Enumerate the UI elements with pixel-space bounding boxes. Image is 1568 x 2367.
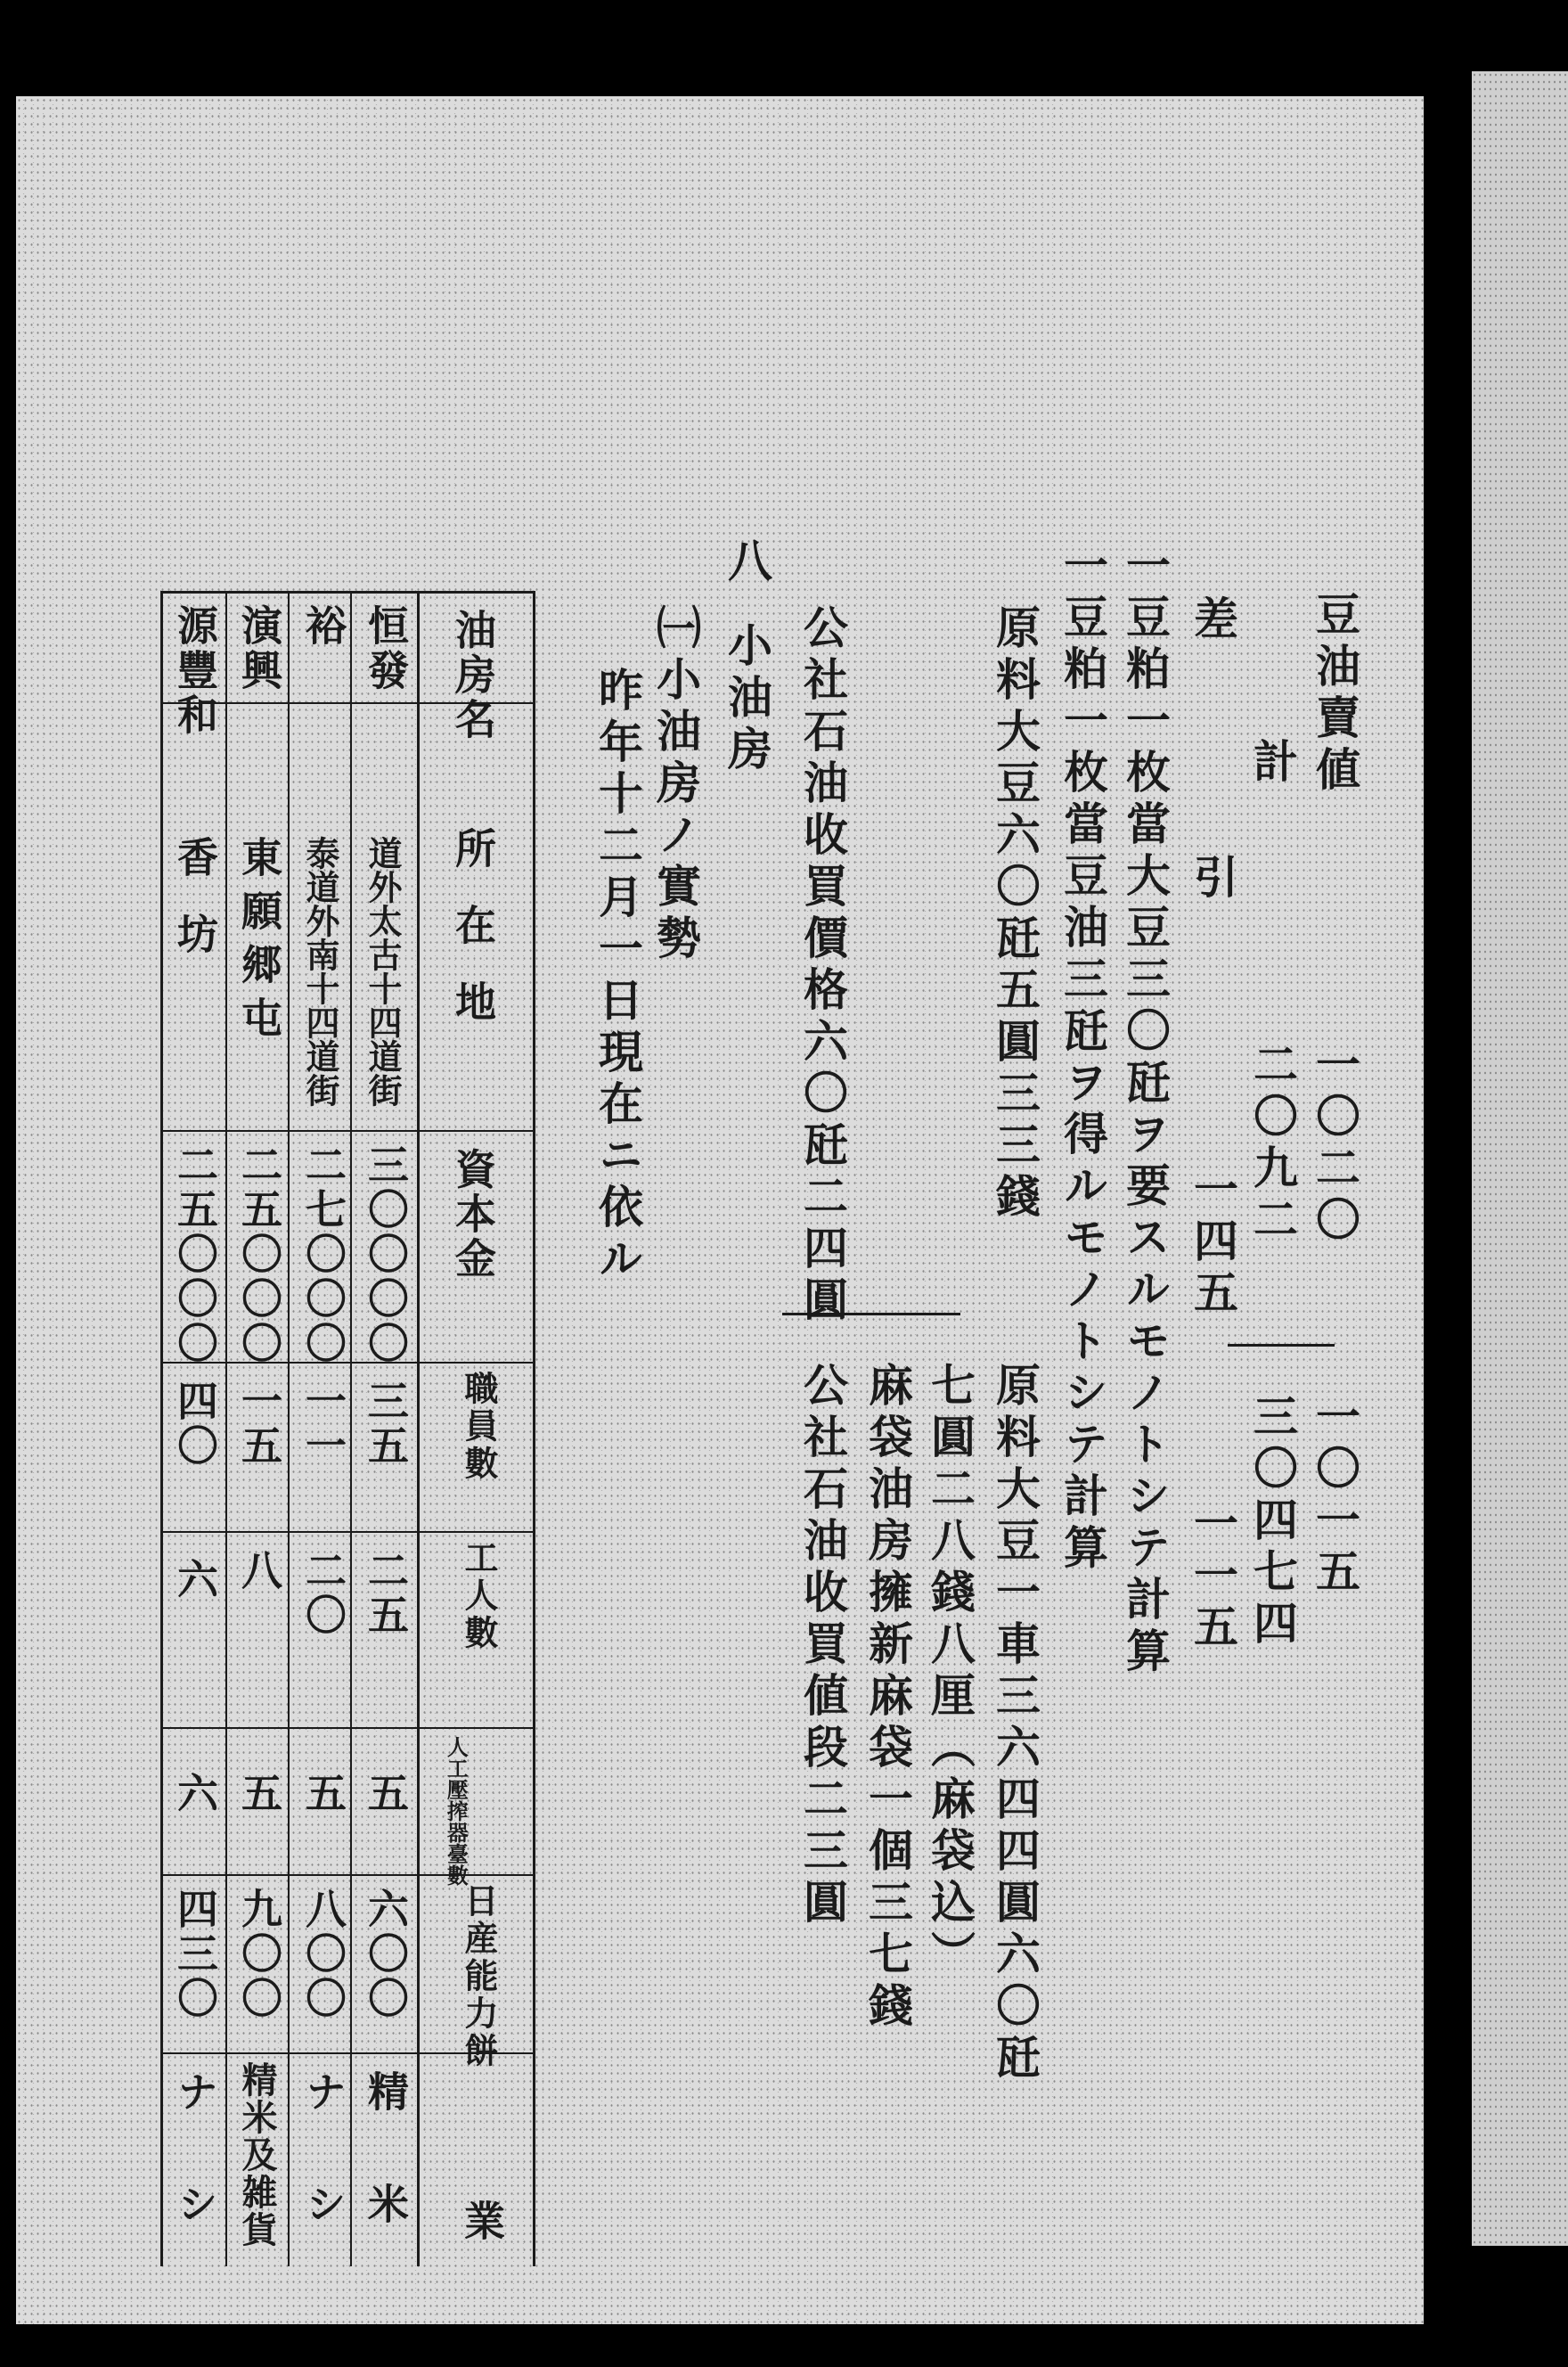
section-number: 八 [721, 537, 773, 589]
table-cell-workers: 八 [235, 1549, 283, 1593]
table-cell-name: 裕 [299, 604, 347, 649]
table-rule-v3 [350, 591, 352, 2266]
header-business: 業 [458, 2199, 506, 2244]
table-cell-location: 道外太古十四道街 [363, 836, 403, 1107]
note-price-with-bags: 七圓二八錢八厘（麻袋込） [924, 1362, 976, 1982]
header-location: 所在地 [449, 827, 497, 1057]
header-staff: 職員數 [459, 1371, 499, 1483]
note-oil-purchase-price-b: 公社石油收買値段二三圓 [796, 1362, 849, 1930]
label-total: 計 [1246, 738, 1299, 790]
table-rule-h1 [160, 1130, 535, 1132]
table-rule-h5 [160, 1874, 535, 1876]
table-rule-h4 [160, 1727, 535, 1729]
table-cell-capital: 二五〇〇〇 [235, 1143, 283, 1366]
section-title: 小油房 [721, 622, 773, 777]
table-cell-name: 恒發 [362, 604, 410, 693]
note-raw-soy-price-b: 原料大豆一車三六四四圓六〇瓩 [989, 1362, 1041, 2085]
table-cell-staff: 四〇 [171, 1380, 219, 1469]
table-cell-staff: 一五 [235, 1380, 283, 1469]
table-cell-presses: 五 [362, 1772, 410, 1816]
table-rule-v4 [417, 591, 420, 2266]
table-cell-capacity: 八〇〇 [299, 1888, 347, 2021]
table-cell-presses: 五 [299, 1772, 347, 1816]
note-bean-cake-soy: 一豆粕一枚當大豆三〇瓩ヲ要スルモノトシテ計算 [1119, 542, 1172, 1679]
note-oil-purchase-price-a: 公社石油收買價格六〇瓩二四圓 [796, 604, 849, 1328]
table-cell-capacity: 四三〇 [171, 1888, 219, 2021]
table-rule-right [533, 591, 535, 2266]
header-capital: 資本金 [449, 1148, 497, 1282]
note-gunny-bag: 麻袋油房擁新麻袋一個三七錢 [862, 1362, 914, 2034]
header-capacity: 日産能力餅 [459, 1883, 499, 2070]
table-cell-workers: 二五 [362, 1549, 410, 1638]
total-soy-oil-price: 一〇一五 [1309, 1393, 1361, 1600]
text-column-soy-oil-price: 豆油賣値 [1309, 591, 1361, 798]
total-total: 三〇四七四 [1246, 1393, 1299, 1651]
table-cell-business: ナシ [299, 2070, 347, 2295]
table-cell-presses: 五 [235, 1772, 283, 1816]
table-rule-left [160, 591, 163, 2266]
table-top-rule [160, 591, 535, 594]
table-cell-capacity: 九〇〇 [235, 1888, 283, 2021]
table-cell-staff: 三五 [362, 1380, 410, 1469]
sum-rule-1 [1228, 1344, 1335, 1347]
header-workers: 工人數 [459, 1540, 499, 1652]
table-cell-presses: 六 [171, 1772, 219, 1816]
value-soy-oil-price: 一〇二〇 [1309, 1041, 1361, 1248]
table-cell-location: 泰道外南十四道街 [300, 836, 340, 1107]
table-rule-h3 [160, 1531, 535, 1533]
table-cell-business: 精米 [362, 2070, 410, 2295]
table-cell-name: 演興 [235, 604, 283, 693]
table-rule-v1 [225, 591, 227, 2266]
table-cell-location: 香坊 [171, 836, 219, 989]
note-bean-cake-oil: 一豆粕一枚當豆油三瓩ヲ得ルモノトシテ計算 [1057, 542, 1109, 1576]
header-mill-name: 油房名 [449, 609, 497, 742]
header-presses: 人工壓搾器臺數 [443, 1736, 470, 1886]
label-difference: 差引 [1187, 595, 1239, 1112]
table-rule-v2 [288, 591, 290, 2266]
table-cell-name: 源豐和 [171, 604, 219, 738]
table-cell-business: 精米及雑貨 [236, 2061, 278, 2248]
table-cell-location: 東願郷屯 [235, 836, 283, 1050]
sub-note: 昨年十二月一日現在ニ依ル [592, 667, 644, 1287]
value-total: 二〇九二 [1246, 1041, 1299, 1248]
table-cell-business: ナシ [171, 2070, 219, 2295]
table-cell-workers: 六 [171, 1558, 219, 1602]
table-cell-capital: 三〇〇〇〇 [362, 1143, 410, 1366]
table-cell-capital: 二七〇〇〇 [299, 1143, 347, 1366]
adjacent-page-edge [1472, 71, 1568, 2246]
note-raw-soy-price-a: 原料大豆六〇瓩五圓三三錢 [989, 604, 1041, 1224]
table-cell-staff: 一一 [299, 1380, 347, 1469]
scanned-page [16, 96, 1424, 2324]
value-difference: 一四五 [1187, 1166, 1239, 1321]
sub-heading: ㈠小油房ノ實勢 [649, 604, 702, 966]
table-cell-workers: 二〇 [299, 1549, 347, 1638]
table-cell-capital: 二五〇〇〇 [171, 1143, 219, 1366]
table-cell-capacity: 六〇〇 [362, 1888, 410, 2021]
total-difference: 一一五 [1187, 1500, 1239, 1655]
